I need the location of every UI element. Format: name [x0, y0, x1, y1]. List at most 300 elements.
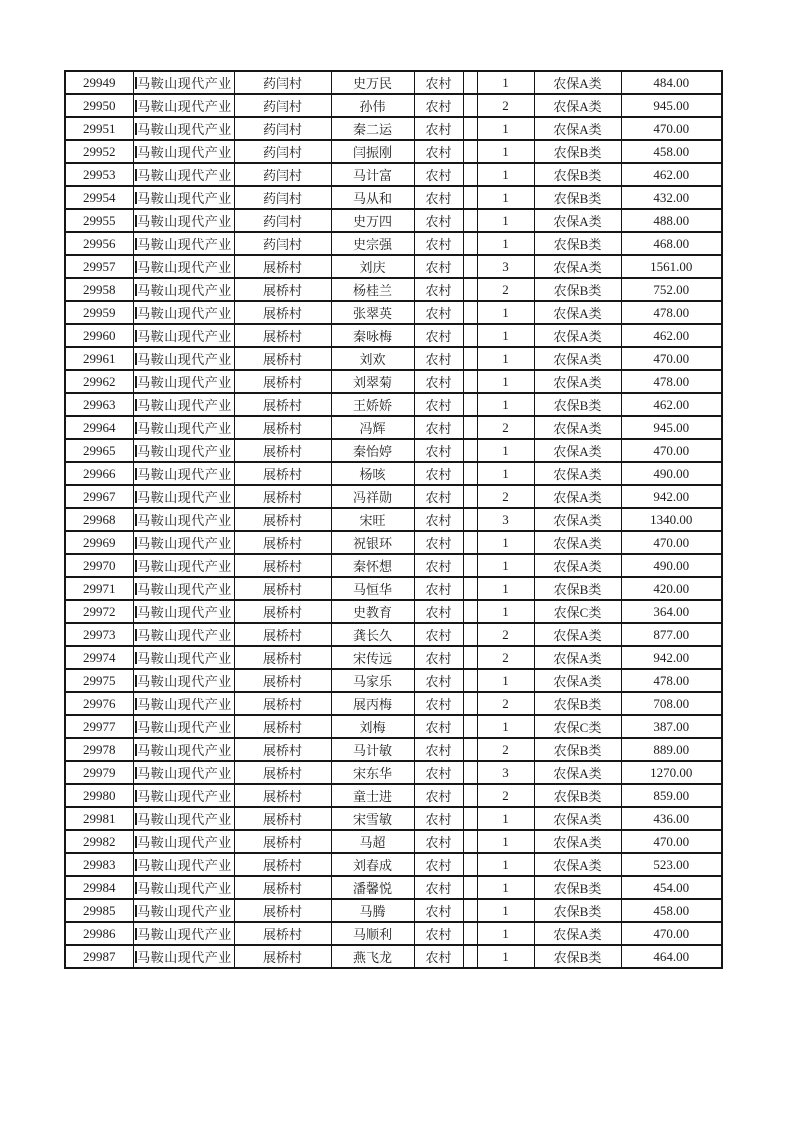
cell-park — [133, 669, 234, 692]
cell-category: 农保B类 — [534, 738, 621, 761]
cell-category: 农保B类 — [534, 140, 621, 163]
park-cell-inner — [134, 808, 234, 829]
park-cell-inner — [134, 831, 234, 852]
cell-id: 29952 — [65, 140, 133, 163]
table-row — [65, 853, 722, 876]
cell-id: 29958 — [65, 278, 133, 301]
table-row — [65, 140, 722, 163]
cell-name: 刘欢 — [331, 347, 414, 370]
cell-village: 药闫村 — [234, 232, 331, 255]
cell-count: 1 — [477, 554, 534, 577]
cell-category: 农保A类 — [534, 347, 621, 370]
table-row — [65, 370, 722, 393]
cell-village: 药闫村 — [234, 163, 331, 186]
park-label: 马鞍山现代产业 — [137, 260, 232, 275]
park-cell-inner — [134, 854, 234, 875]
cell-type: 农村 — [414, 186, 463, 209]
table-row — [65, 324, 722, 347]
cell-category: 农保A类 — [534, 554, 621, 577]
cell-type: 农村 — [414, 531, 463, 554]
cell-name: 宋旺 — [331, 508, 414, 531]
table-row — [65, 301, 722, 324]
cell-spacer — [463, 807, 477, 830]
cell-count: 1 — [477, 186, 534, 209]
cell-type: 农村 — [414, 278, 463, 301]
table-row — [65, 692, 722, 715]
cell-amount: 478.00 — [621, 669, 722, 692]
park-label: 马鞍山现代产业 — [137, 168, 232, 183]
cell-category: 农保A类 — [534, 370, 621, 393]
cell-spacer — [463, 715, 477, 738]
cell-village: 展桥村 — [234, 876, 331, 899]
cell-type: 农村 — [414, 94, 463, 117]
park-cell-inner — [134, 164, 234, 185]
cell-village: 展桥村 — [234, 830, 331, 853]
cell-spacer — [463, 163, 477, 186]
park-label: 马鞍山现代产业 — [137, 191, 232, 206]
cell-amount: 1340.00 — [621, 508, 722, 531]
cell-village: 展桥村 — [234, 646, 331, 669]
cell-name: 马计富 — [331, 163, 414, 186]
cell-village: 展桥村 — [234, 416, 331, 439]
cell-village: 展桥村 — [234, 715, 331, 738]
cell-amount: 387.00 — [621, 715, 722, 738]
park-label: 马鞍山现代产业 — [137, 858, 232, 873]
table-row — [65, 508, 722, 531]
park-cell-inner — [134, 141, 234, 162]
cell-type: 农村 — [414, 140, 463, 163]
cell-name: 史万四 — [331, 209, 414, 232]
cell-id: 29955 — [65, 209, 133, 232]
park-label: 马鞍山现代产业 — [137, 766, 232, 781]
cell-id: 29965 — [65, 439, 133, 462]
park-label: 马鞍山现代产业 — [137, 329, 232, 344]
cell-count: 2 — [477, 278, 534, 301]
park-cell-inner — [134, 440, 234, 461]
cell-village: 展桥村 — [234, 554, 331, 577]
park-cell-inner — [134, 877, 234, 898]
cell-name: 宋东华 — [331, 761, 414, 784]
cell-type: 农村 — [414, 899, 463, 922]
cell-category: 农保A类 — [534, 531, 621, 554]
cell-name: 张翠英 — [331, 301, 414, 324]
cell-name: 潘馨悦 — [331, 876, 414, 899]
cell-spacer — [463, 600, 477, 623]
table-row — [65, 738, 722, 761]
cell-category: 农保A类 — [534, 462, 621, 485]
cell-category: 农保B类 — [534, 876, 621, 899]
cell-name: 秦咏梅 — [331, 324, 414, 347]
cell-id: 29956 — [65, 232, 133, 255]
cell-village: 展桥村 — [234, 922, 331, 945]
cell-name: 史宗强 — [331, 232, 414, 255]
cell-amount: 470.00 — [621, 922, 722, 945]
table-row — [65, 186, 722, 209]
cell-amount: 470.00 — [621, 830, 722, 853]
cell-name: 马恒华 — [331, 577, 414, 600]
cell-village: 展桥村 — [234, 462, 331, 485]
cell-amount: 523.00 — [621, 853, 722, 876]
cell-village: 展桥村 — [234, 761, 331, 784]
cell-spacer — [463, 646, 477, 669]
table-row — [65, 830, 722, 853]
cell-village: 展桥村 — [234, 347, 331, 370]
park-cell-inner — [134, 578, 234, 599]
cell-amount: 1561.00 — [621, 255, 722, 278]
cell-amount: 462.00 — [621, 163, 722, 186]
cell-id: 29986 — [65, 922, 133, 945]
cell-count: 1 — [477, 140, 534, 163]
table-row — [65, 117, 722, 140]
cell-id: 29987 — [65, 945, 133, 968]
cell-spacer — [463, 761, 477, 784]
park-label: 马鞍山现代产业 — [137, 720, 232, 735]
park-cell-inner — [134, 532, 234, 553]
cell-village: 展桥村 — [234, 899, 331, 922]
park-label: 马鞍山现代产业 — [137, 651, 232, 666]
cell-type: 农村 — [414, 370, 463, 393]
cell-amount: 458.00 — [621, 899, 722, 922]
cell-name: 童士进 — [331, 784, 414, 807]
cell-type: 农村 — [414, 692, 463, 715]
cell-type: 农村 — [414, 830, 463, 853]
cell-park — [133, 163, 234, 186]
cell-park — [133, 439, 234, 462]
cell-id: 29964 — [65, 416, 133, 439]
cell-name: 马腾 — [331, 899, 414, 922]
cell-type: 农村 — [414, 669, 463, 692]
table-row — [65, 209, 722, 232]
park-label: 马鞍山现代产业 — [137, 697, 232, 712]
cell-park — [133, 416, 234, 439]
park-label: 马鞍山现代产业 — [137, 927, 232, 942]
cell-village: 药闫村 — [234, 140, 331, 163]
cell-name: 马超 — [331, 830, 414, 853]
cell-name: 马计敏 — [331, 738, 414, 761]
cell-village: 展桥村 — [234, 738, 331, 761]
cell-id: 29972 — [65, 600, 133, 623]
park-label: 马鞍山现代产业 — [137, 145, 232, 160]
cell-type: 农村 — [414, 922, 463, 945]
cell-spacer — [463, 922, 477, 945]
cell-id: 29979 — [65, 761, 133, 784]
table-row — [65, 945, 722, 968]
park-cell-inner — [134, 187, 234, 208]
cell-park — [133, 554, 234, 577]
cell-park — [133, 600, 234, 623]
cell-village: 展桥村 — [234, 393, 331, 416]
cell-id: 29951 — [65, 117, 133, 140]
cell-spacer — [463, 186, 477, 209]
cell-amount: 420.00 — [621, 577, 722, 600]
cell-amount: 470.00 — [621, 531, 722, 554]
cell-count: 1 — [477, 807, 534, 830]
table-row — [65, 255, 722, 278]
park-label: 马鞍山现代产业 — [137, 122, 232, 137]
cell-category: 农保B类 — [534, 232, 621, 255]
cell-count: 1 — [477, 945, 534, 968]
cell-id: 29980 — [65, 784, 133, 807]
cell-name: 史教育 — [331, 600, 414, 623]
cell-park — [133, 393, 234, 416]
cell-count: 1 — [477, 853, 534, 876]
cell-count: 3 — [477, 508, 534, 531]
cell-count: 3 — [477, 255, 534, 278]
cell-type: 农村 — [414, 462, 463, 485]
cell-park — [133, 899, 234, 922]
cell-type: 农村 — [414, 324, 463, 347]
cell-spacer — [463, 117, 477, 140]
cell-park — [133, 623, 234, 646]
cell-park — [133, 186, 234, 209]
cell-park — [133, 255, 234, 278]
park-cell-inner — [134, 118, 234, 139]
cell-name: 王娇娇 — [331, 393, 414, 416]
cell-count: 2 — [477, 692, 534, 715]
cell-count: 1 — [477, 577, 534, 600]
cell-id: 29966 — [65, 462, 133, 485]
cell-id: 29971 — [65, 577, 133, 600]
cell-type: 农村 — [414, 876, 463, 899]
table-row — [65, 416, 722, 439]
cell-count: 1 — [477, 232, 534, 255]
cell-type: 农村 — [414, 715, 463, 738]
cell-type: 农村 — [414, 71, 463, 94]
cell-village: 展桥村 — [234, 853, 331, 876]
cell-type: 农村 — [414, 853, 463, 876]
table-row — [65, 94, 722, 117]
cell-id: 29962 — [65, 370, 133, 393]
cell-category: 农保A类 — [534, 416, 621, 439]
cell-category: 农保A类 — [534, 439, 621, 462]
cell-village: 展桥村 — [234, 324, 331, 347]
cell-spacer — [463, 531, 477, 554]
park-label: 马鞍山现代产业 — [137, 283, 232, 298]
cell-category: 农保B类 — [534, 784, 621, 807]
cell-count: 1 — [477, 531, 534, 554]
cell-type: 农村 — [414, 577, 463, 600]
cell-type: 农村 — [414, 738, 463, 761]
cell-village: 药闫村 — [234, 71, 331, 94]
cell-id: 29975 — [65, 669, 133, 692]
park-label: 马鞍山现代产业 — [137, 628, 232, 643]
park-label: 马鞍山现代产业 — [137, 352, 232, 367]
cell-count: 1 — [477, 393, 534, 416]
park-cell-inner — [134, 371, 234, 392]
cell-id: 29960 — [65, 324, 133, 347]
cell-spacer — [463, 485, 477, 508]
cell-village: 展桥村 — [234, 255, 331, 278]
cell-village: 展桥村 — [234, 807, 331, 830]
park-label: 马鞍山现代产业 — [137, 467, 232, 482]
cell-category: 农保C类 — [534, 600, 621, 623]
cell-count: 1 — [477, 462, 534, 485]
cell-name: 祝银环 — [331, 531, 414, 554]
insurance-roster-table — [64, 70, 723, 969]
cell-village: 展桥村 — [234, 278, 331, 301]
cell-count: 2 — [477, 94, 534, 117]
table-row — [65, 876, 722, 899]
park-label: 马鞍山现代产业 — [137, 490, 232, 505]
cell-amount: 708.00 — [621, 692, 722, 715]
cell-type: 农村 — [414, 301, 463, 324]
cell-name: 杨桂兰 — [331, 278, 414, 301]
cell-spacer — [463, 853, 477, 876]
cell-count: 2 — [477, 623, 534, 646]
table-row — [65, 485, 722, 508]
park-cell-inner — [134, 417, 234, 438]
cell-village: 药闫村 — [234, 117, 331, 140]
park-label: 马鞍山现代产业 — [137, 444, 232, 459]
cell-park — [133, 646, 234, 669]
table-row — [65, 669, 722, 692]
cell-park — [133, 370, 234, 393]
cell-spacer — [463, 94, 477, 117]
cell-id: 29976 — [65, 692, 133, 715]
cell-category: 农保A类 — [534, 94, 621, 117]
park-label: 马鞍山现代产业 — [137, 881, 232, 896]
park-label: 马鞍山现代产业 — [137, 237, 232, 252]
park-label: 马鞍山现代产业 — [137, 950, 232, 965]
park-cell-inner — [134, 946, 234, 967]
cell-id: 29985 — [65, 899, 133, 922]
cell-amount: 942.00 — [621, 646, 722, 669]
cell-park — [133, 876, 234, 899]
cell-village: 展桥村 — [234, 301, 331, 324]
cell-name: 马顺利 — [331, 922, 414, 945]
cell-spacer — [463, 784, 477, 807]
cell-id: 29978 — [65, 738, 133, 761]
cell-amount: 432.00 — [621, 186, 722, 209]
cell-spacer — [463, 692, 477, 715]
park-cell-inner — [134, 95, 234, 116]
cell-spacer — [463, 899, 477, 922]
cell-count: 2 — [477, 646, 534, 669]
cell-village: 展桥村 — [234, 439, 331, 462]
cell-category: 农保B类 — [534, 186, 621, 209]
cell-amount: 470.00 — [621, 439, 722, 462]
park-label: 马鞍山现代产业 — [137, 789, 232, 804]
park-label: 马鞍山现代产业 — [137, 214, 232, 229]
cell-count: 1 — [477, 600, 534, 623]
cell-category: 农保A类 — [534, 301, 621, 324]
table-row — [65, 393, 722, 416]
park-cell-inner — [134, 785, 234, 806]
park-label: 马鞍山现代产业 — [137, 835, 232, 850]
cell-amount: 877.00 — [621, 623, 722, 646]
cell-park — [133, 508, 234, 531]
park-label: 马鞍山现代产业 — [137, 582, 232, 597]
cell-spacer — [463, 876, 477, 899]
cell-village: 药闫村 — [234, 94, 331, 117]
park-cell-inner — [134, 325, 234, 346]
cell-amount: 490.00 — [621, 554, 722, 577]
park-cell-inner — [134, 716, 234, 737]
cell-count: 1 — [477, 922, 534, 945]
cell-amount: 462.00 — [621, 324, 722, 347]
cell-category: 农保B类 — [534, 393, 621, 416]
cell-amount: 945.00 — [621, 94, 722, 117]
cell-name: 宋雪敏 — [331, 807, 414, 830]
cell-id: 29969 — [65, 531, 133, 554]
cell-spacer — [463, 462, 477, 485]
cell-count: 1 — [477, 876, 534, 899]
cell-id: 29968 — [65, 508, 133, 531]
cell-category: 农保A类 — [534, 830, 621, 853]
park-cell-inner — [134, 394, 234, 415]
park-label: 马鞍山现代产业 — [137, 421, 232, 436]
table-row — [65, 715, 722, 738]
cell-category: 农保A类 — [534, 922, 621, 945]
cell-id: 29959 — [65, 301, 133, 324]
table-row — [65, 462, 722, 485]
cell-spacer — [463, 623, 477, 646]
table-row — [65, 899, 722, 922]
cell-name: 宋传远 — [331, 646, 414, 669]
cell-type: 农村 — [414, 439, 463, 462]
cell-village: 展桥村 — [234, 600, 331, 623]
cell-spacer — [463, 554, 477, 577]
cell-village: 展桥村 — [234, 692, 331, 715]
cell-park — [133, 853, 234, 876]
cell-count: 1 — [477, 301, 534, 324]
park-label: 马鞍山现代产业 — [137, 605, 232, 620]
cell-spacer — [463, 370, 477, 393]
cell-name: 秦怀想 — [331, 554, 414, 577]
table-body — [65, 71, 722, 968]
table-row — [65, 163, 722, 186]
cell-amount: 470.00 — [621, 117, 722, 140]
cell-spacer — [463, 140, 477, 163]
cell-name: 史万民 — [331, 71, 414, 94]
cell-category: 农保B类 — [534, 163, 621, 186]
table-row — [65, 784, 722, 807]
cell-park — [133, 715, 234, 738]
park-cell-inner — [134, 670, 234, 691]
table-row — [65, 761, 722, 784]
cell-spacer — [463, 738, 477, 761]
cell-count: 2 — [477, 416, 534, 439]
cell-park — [133, 462, 234, 485]
cell-id: 29974 — [65, 646, 133, 669]
cell-type: 农村 — [414, 347, 463, 370]
cell-park — [133, 922, 234, 945]
park-cell-inner — [134, 210, 234, 231]
cell-id: 29983 — [65, 853, 133, 876]
cell-spacer — [463, 232, 477, 255]
cell-count: 3 — [477, 761, 534, 784]
cell-type: 农村 — [414, 784, 463, 807]
table-row — [65, 347, 722, 370]
cell-count: 1 — [477, 715, 534, 738]
cell-category: 农保A类 — [534, 71, 621, 94]
cell-type: 农村 — [414, 646, 463, 669]
cell-count: 1 — [477, 899, 534, 922]
park-label: 马鞍山现代产业 — [137, 513, 232, 528]
cell-spacer — [463, 393, 477, 416]
cell-type: 农村 — [414, 623, 463, 646]
cell-category: 农保A类 — [534, 324, 621, 347]
cell-park — [133, 945, 234, 968]
cell-park — [133, 784, 234, 807]
cell-id: 29954 — [65, 186, 133, 209]
cell-type: 农村 — [414, 209, 463, 232]
cell-id: 29963 — [65, 393, 133, 416]
cell-park — [133, 209, 234, 232]
cell-spacer — [463, 324, 477, 347]
park-label: 马鞍山现代产业 — [137, 743, 232, 758]
cell-amount: 488.00 — [621, 209, 722, 232]
